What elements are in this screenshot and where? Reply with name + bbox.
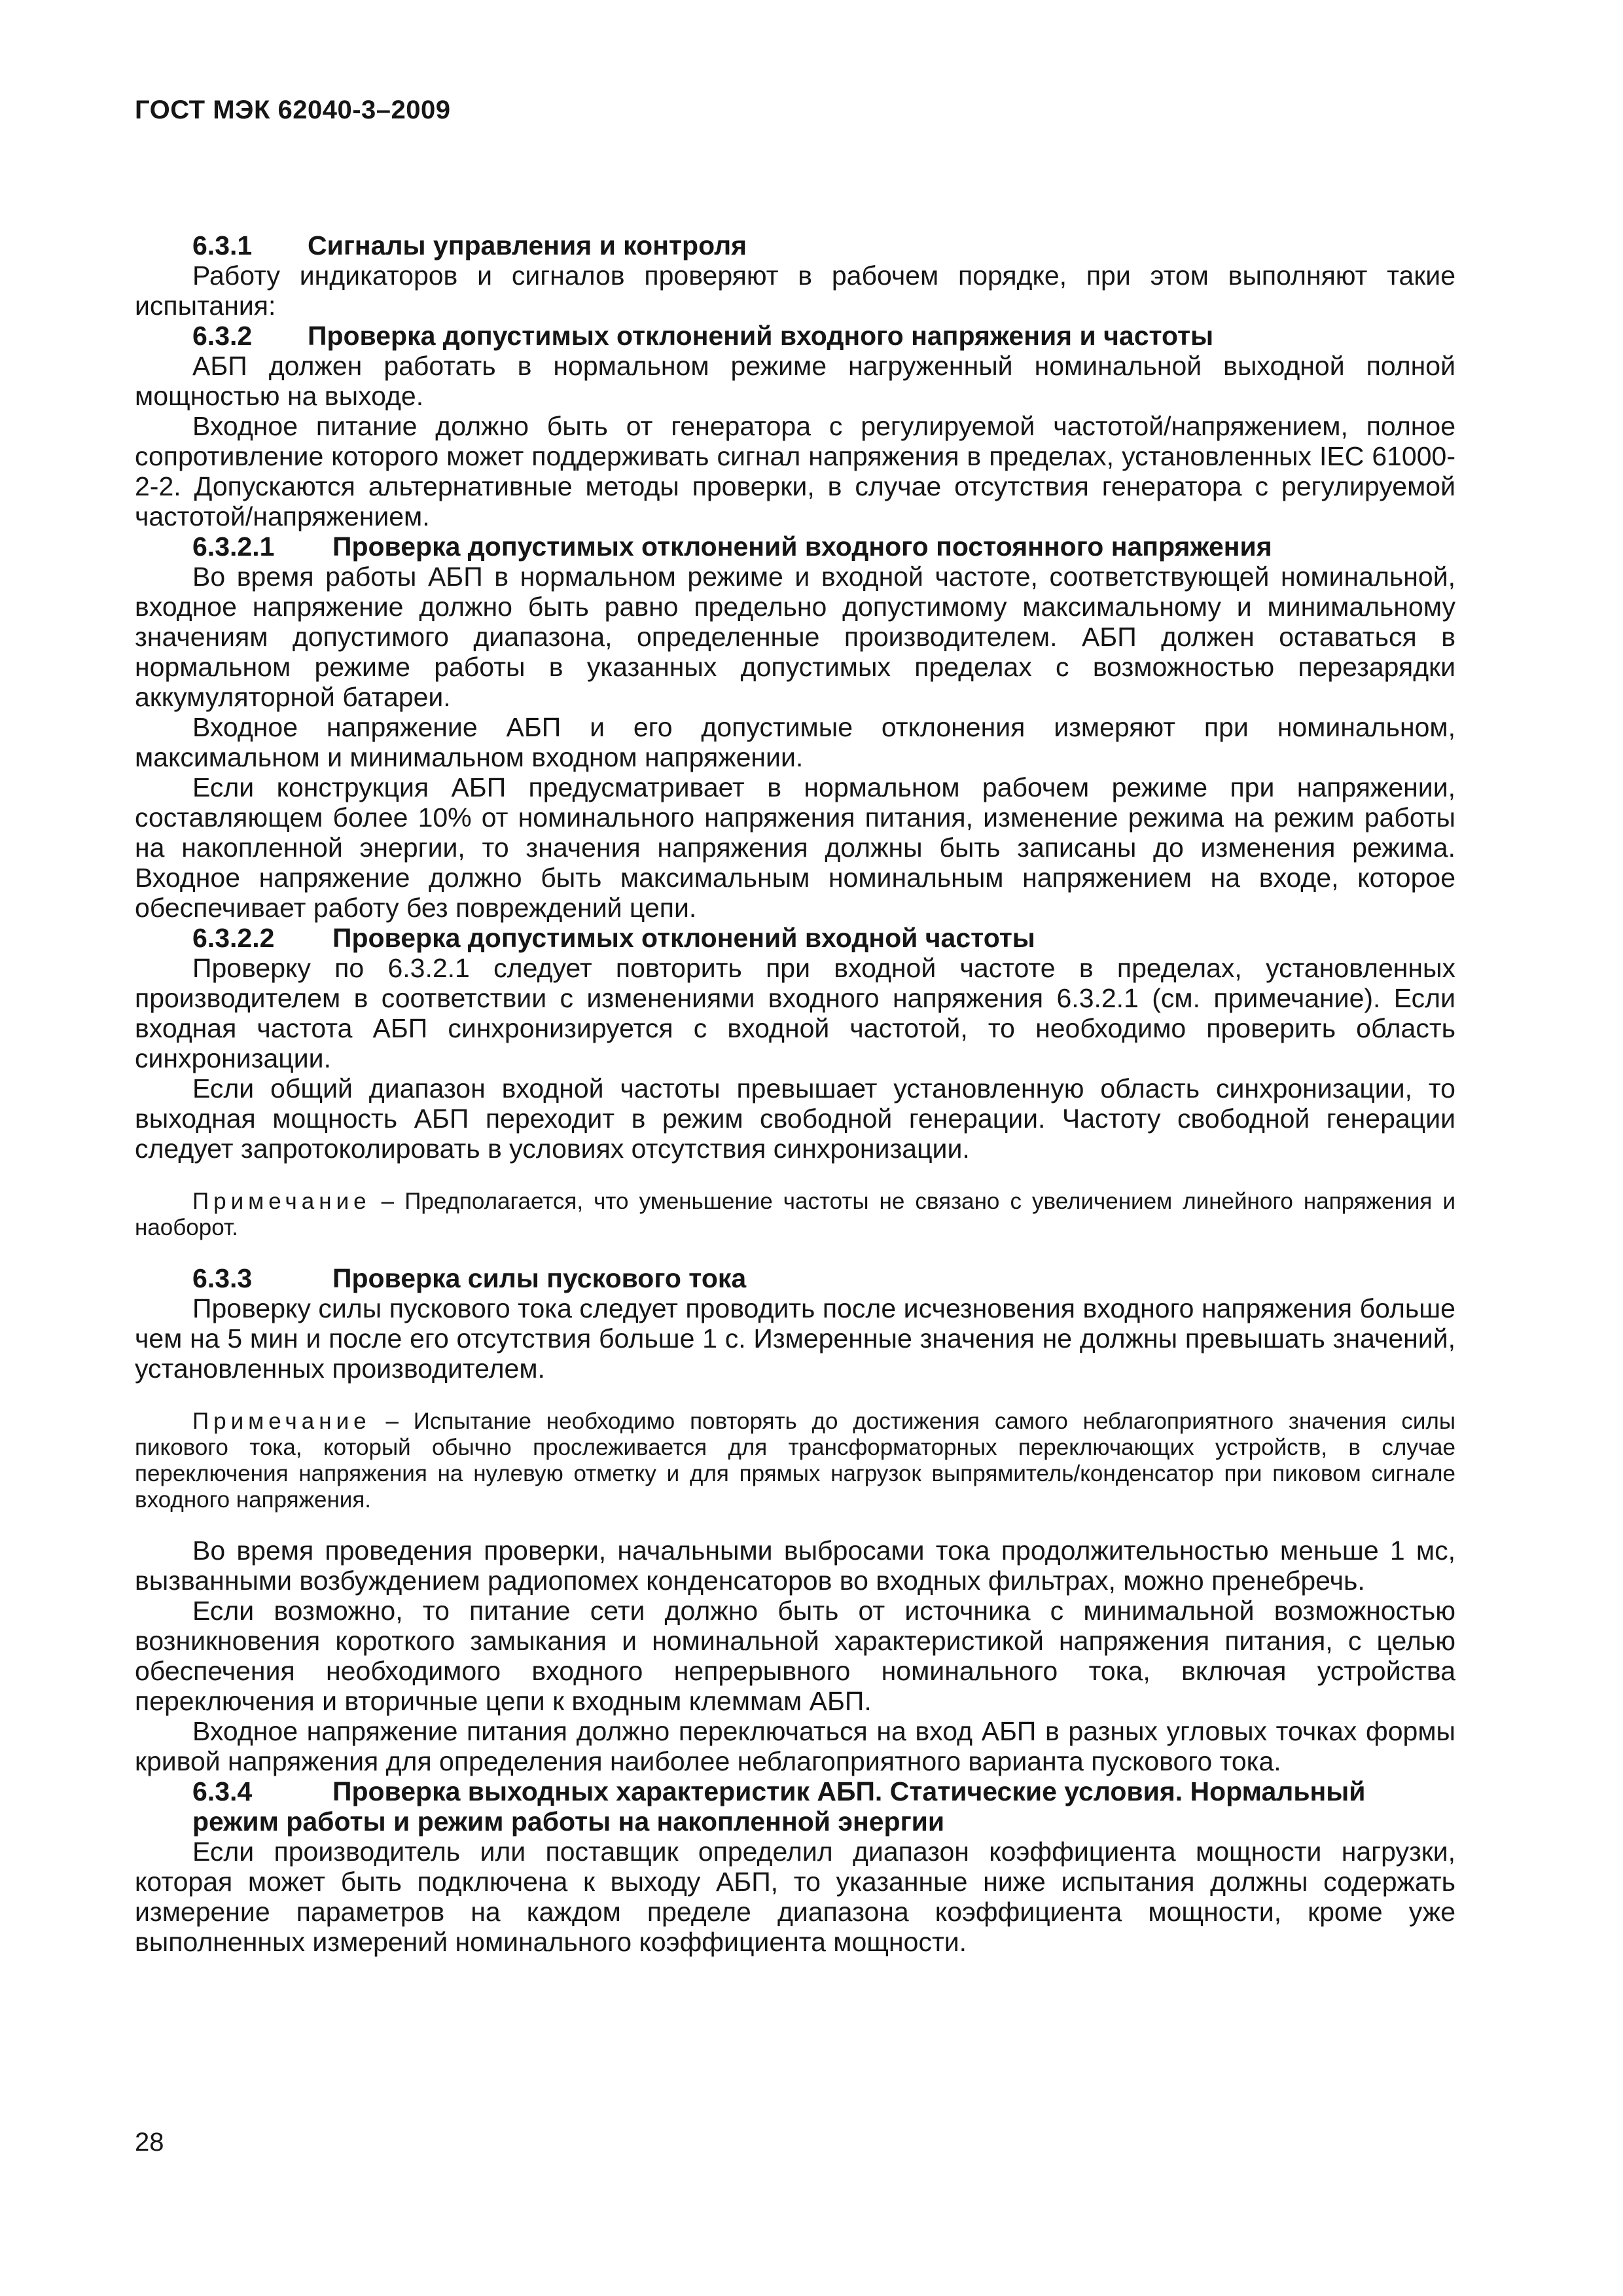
note-text: – Предполагается, что уменьшение частоты не связано с увеличением линейного напряжения и наоборот.: [135, 1189, 1455, 1240]
document-header: ГОСТ МЭК 62040-3–2009: [135, 96, 451, 124]
document-body: [135, 230, 1455, 1957]
paragraph: Входное питание должно быть от генератора с регулируемой частотой/напряжением, полное сопротивление которого может поддерживать сигнал напряжения в пределах, установленных IEC 61000-2-2. Допускаются альтернативные методы проверки, в случае отсутствия генератора с регулируемой частотой/напряжением.: [135, 411, 1455, 531]
paragraph: Если общий диапазон входной частоты превышает установленную область синхронизации, то выходная мощность АБП переходит в режим свободной генерации. Частоту свободной генерации следует запротоколировать в условиях отсутствия синхронизации.: [135, 1073, 1455, 1164]
paragraph: Работу индикаторов и сигналов проверяют в рабочем порядке, при этом выполняют такие испытания:: [135, 260, 1455, 321]
paragraph: Во время работы АБП в нормальном режиме и входной частоте, соответствующей номинальной, входное напряжение должно быть равно предельно допустимому максимальному и минимальному значениям допустимого диапазона, определенные производителем. АБП должен оставаться в нормальном режиме работы в указанных допустимых пределах с возможностью перезарядки аккумуляторной батареи.: [135, 562, 1455, 712]
note: [135, 1408, 1455, 1513]
note-label: Примечание: [192, 1408, 371, 1434]
section-number: 6.3.2.1: [192, 531, 275, 562]
section-number: 6.3.2.2: [192, 923, 275, 953]
paragraph: Проверку силы пускового тока следует проводить после исчезновения входного напряжения больше чем на 5 мин и после его отсутствия больше 1 с. Измеренные значения не должны превышать значений, установленных производителем.: [135, 1293, 1455, 1384]
note: [135, 1189, 1455, 1241]
paragraph: Проверку по 6.3.2.1 следует повторить при входной частоте в пределах, установленных производителем в соответствии с изменениями входного напряжения 6.3.2.1 (см. примечание). Если входная частота АБП синхронизируется с входной частотой, то необходимо проверить область синхронизации.: [135, 953, 1455, 1073]
section-title: Проверка выходных характеристик АБП. Статические условия. Нормальный режим работы и режим работы на накопленной энергии: [192, 1776, 1366, 1837]
note-text: – Испытание необходимо повторять до достижения самого неблагоприятного значения силы пикового тока, который обычно прослеживается для трансформаторных переключающих устройств, в случае переключения напряжения на нулевую отметку и для прямых нагрузок выпрямитель/конденсатор при пиковом сигнале входного напряжения.: [135, 1408, 1455, 1513]
section-title: Сигналы управления и контроля: [308, 230, 747, 260]
paragraph: Если производитель или поставщик определил диапазон коэффициента мощности нагрузки, которая может быть подключена к выходу АБП, то указанные ниже испытания должны содержать измерение параметров на каждом пределе диапазона коэффициента мощности, кроме уже выполненных измерений номинального коэффициента мощности.: [135, 1837, 1455, 1957]
section-title: Проверка допустимых отклонений входного постоянного напряжения: [332, 531, 1272, 562]
section-title: Проверка силы пускового тока: [332, 1263, 747, 1293]
section-title: Проверка допустимых отклонений входной частоты: [332, 923, 1035, 953]
section-heading-6-3-2: [135, 321, 1455, 351]
section-number: 6.3.4: [192, 1776, 253, 1806]
section-heading-6-3-2-2: [135, 923, 1455, 953]
page-number: 28: [135, 2128, 164, 2157]
paragraph: Во время проведения проверки, начальными выбросами тока продолжительностью меньше 1 мс, вызванными возбуждением радиопомех конденсаторов во входных фильтрах, можно пренебречь.: [135, 1535, 1455, 1596]
section-number: 6.3.3: [192, 1263, 253, 1293]
paragraph: Если возможно, то питание сети должно быть от источника с минимальной возможностью возникновения короткого замыкания и номинальной характеристикой напряжения питания, с целью обеспечения необходимого входного непрерывного номинального тока, включая устройства переключения и вторичные цепи к входным клеммам АБП.: [135, 1596, 1455, 1716]
note-label: Примечание: [192, 1189, 371, 1214]
section-heading-6-3-3: [135, 1263, 1455, 1293]
paragraph: Если конструкция АБП предусматривает в нормальном рабочем режиме при напряжении, составляющем более 10% от номинального напряжения питания, изменение режима на режим работы на накопленной энергии, то значения напряжения должны быть записаны до изменения режима. Входное напряжение должно быть максимальным номинальным напряжением на входе, которое обеспечивает работу без повреждений цепи.: [135, 772, 1455, 923]
section-heading-6-3-4: [135, 1776, 1455, 1837]
section-heading-6-3-2-1: [135, 531, 1455, 562]
section-number: 6.3.2: [192, 321, 253, 351]
section-number: 6.3.1: [192, 230, 253, 260]
paragraph: АБП должен работать в нормальном режиме нагруженный номинальной выходной полной мощностью на выходе.: [135, 351, 1455, 411]
paragraph: Входное напряжение питания должно переключаться на вход АБП в разных угловых точках формы кривой напряжения для определения наиболее неблагоприятного варианта пускового тока.: [135, 1716, 1455, 1776]
paragraph: Входное напряжение АБП и его допустимые отклонения измеряют при номинальном, максимальном и минимальном входном напряжении.: [135, 712, 1455, 772]
section-heading-6-3-1: [135, 230, 1455, 260]
section-title: Проверка допустимых отклонений входного напряжения и частоты: [308, 321, 1214, 351]
